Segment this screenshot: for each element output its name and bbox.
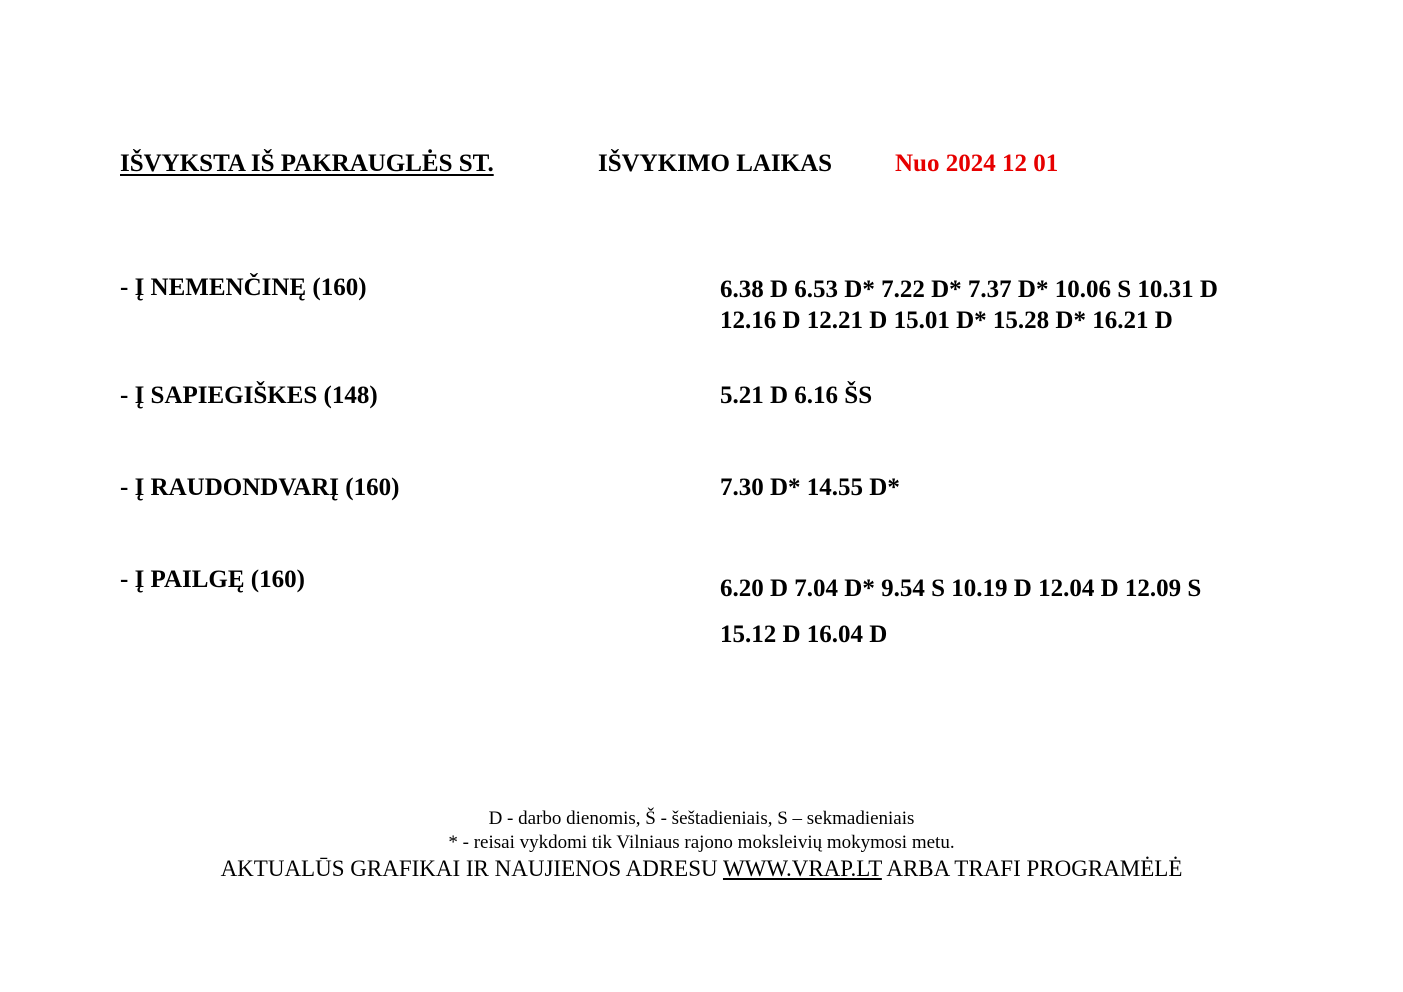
info-prefix: AKTUALŪS GRAFIKAI IR NAUJIENOS ADRESU [220, 856, 723, 881]
schedule-header [0, 150, 1403, 190]
website-link[interactable]: WWW.VRAP.LT [722, 856, 882, 881]
note-text: * - reisai vykdomi tik Vilniaus rajono moksleivių mokymosi metu. [448, 832, 955, 853]
schedule-footer [0, 807, 1403, 883]
route-name: - Į NEMENČINĘ (160) [120, 274, 367, 301]
route-times: 7.30 D* 14.55 D* [720, 474, 900, 501]
route-name: - Į SAPIEGIŠKES (148) [120, 382, 378, 409]
valid-from-date: Nuo 2024 12 01 [895, 150, 1059, 177]
route-times: 6.38 D 6.53 D* 7.22 D* 7.37 D* 10.06 S 10.31 D 12.16 D 12.21 D 15.01 D* 15.28 D* 16.21 D [720, 276, 1218, 334]
info-line [0, 855, 1403, 883]
info-suffix: ARBA TRAFI PROGRAMĖLĖ [881, 856, 1183, 881]
route-name: - Į PAILGĘ (160) [120, 566, 305, 593]
route-name: - Į RAUDONDVARĮ (160) [120, 474, 400, 501]
departure-time-title: IŠVYKIMO LAIKAS [598, 150, 833, 177]
route-times: 5.21 D 6.16 ŠS [720, 382, 873, 409]
departure-station-title: IŠVYKSTA IŠ PAKRAUGLĖS ST. [120, 150, 494, 177]
legend-text: D - darbo dienomis, Š - šeštadieniais, S – sekmadieniais [488, 808, 915, 829]
route-times: 6.20 D 7.04 D* 9.54 S 10.19 D 12.04 D 12.09 S 15.12 D 16.04 D [720, 575, 1202, 648]
